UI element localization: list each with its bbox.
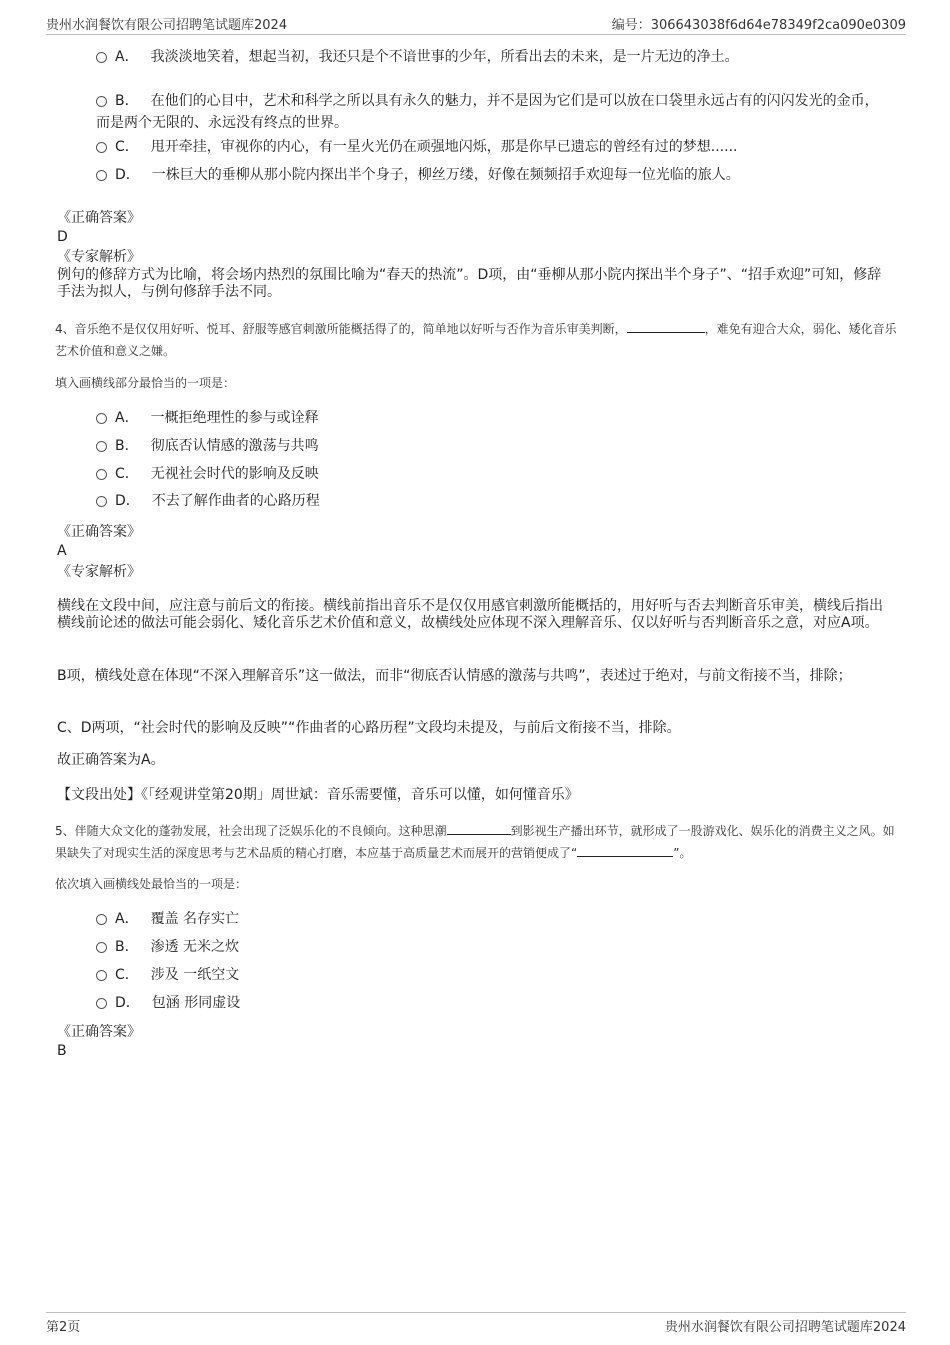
q3-option-a[interactable]: A． 我淡淡地笑着，想起当初，我还只是个不谙世事的少年，所看出去的未来，是一片无边的净土。 — [96, 46, 739, 68]
q3-analysis: 例句的修辞方式为比喻，将会场内热烈的氛围比喻为“春天的热流”。D项，由“垂柳从那小院内探出半个身子”、“招手欢迎”可知，修辞手法为拟人，与例句修辞手法不同。 — [57, 267, 882, 300]
radio-icon[interactable] — [96, 52, 107, 63]
q5-option-d[interactable]: D． 包涵 形同虚设 — [96, 992, 240, 1014]
q5-option-c[interactable]: C． 涉及 一纸空文 — [96, 964, 239, 986]
q5-answer-label: 《正确答案》 — [57, 1024, 141, 1040]
radio-icon[interactable] — [96, 496, 107, 507]
q4-analysis-paragraph: 故正确答案为A。 — [57, 752, 165, 768]
document-number: 编号：306643038f6d64e78349f2ca090e0309 — [611, 18, 906, 33]
q5-prompt: 依次填入画横线处最恰当的一项是： — [55, 877, 248, 891]
q4-answer: A — [57, 543, 67, 559]
q5-answer: B — [57, 1043, 67, 1059]
answer-blank — [577, 843, 673, 857]
radio-icon[interactable] — [96, 998, 107, 1009]
radio-icon[interactable] — [96, 914, 107, 925]
q4-analysis-paragraph: B项，横线处意在体现“不深入理解音乐”这一做法，而非“彻底否认情感的激荡与共鸣”，表述过于绝对，与前文衔接不当，排除； — [57, 668, 852, 684]
q4-option-b[interactable]: B． 彻底否认情感的激荡与共鸣 — [96, 435, 319, 457]
q5-option-a[interactable]: A． 覆盖 名存实亡 — [96, 908, 239, 930]
header-title: 贵州水润餐饮有限公司招聘笔试题库2024 — [46, 18, 288, 33]
q4-answer-label: 《正确答案》 — [57, 524, 141, 540]
q3-answer: D — [57, 229, 68, 245]
q4-analysis-paragraph: C、D两项，“社会时代的影响及反映”“作曲者的心路历程”文段均未提及，与前后文衔接不当，排除。 — [57, 720, 681, 736]
answer-blank — [447, 821, 511, 835]
q4-option-c[interactable]: C． 无视社会时代的影响及反映 — [96, 463, 319, 485]
radio-icon[interactable] — [96, 413, 107, 424]
answer-blank — [627, 319, 705, 333]
q4-stem: 4、音乐绝不是仅仅用好听、悦耳、舒服等感官刺激所能概括得了的，简单地以好听与否作为音乐审美判断， ，难免有迎合大众，弱化、矮化音乐艺术价值和意义之嫌。 — [55, 318, 901, 362]
q3-option-d[interactable]: D． 一株巨大的垂柳从那小院内探出半个身子，柳丝万缕，好像在频频招手欢迎每一位光临的旅人。 — [96, 164, 740, 186]
q4-option-a[interactable]: A． 一概拒绝理性的参与或诠释 — [96, 407, 319, 429]
page-header — [46, 14, 906, 35]
q4-analysis-paragraph: 横线在文段中间，应注意与前后文的衔接。横线前指出音乐不是仅仅用感官刺激所能概括的，用好听与否去判断音乐审美，横线后指出横线前论述的做法可能会弱化、矮化音乐艺术价值和意义，故横线处应体现不深入理解音乐、仅以好听与否判断音乐之意，对应A项。 — [57, 598, 883, 631]
radio-icon[interactable] — [96, 942, 107, 953]
radio-icon[interactable] — [96, 170, 107, 181]
q4-source: 【文段出处】《「经观讲堂第20期」周世斌：音乐需要懂，音乐可以懂，如何懂音乐》 — [57, 787, 579, 803]
q3-analysis-label: 《专家解析》 — [57, 249, 141, 265]
q4-prompt: 填入画横线部分最恰当的一项是： — [55, 376, 236, 390]
q5-stem: 5、伴随大众文化的蓬勃发展，社会出现了泛娱乐化的不良倾向。这种思潮 到影视生产播出环节，就形成了一股游戏化、娱乐化的消费主义之风。如果缺失了对现实生活的深度思考与艺术品质的精心打磨，本应基于高质量艺术而展开的营销便成了“ ”。 — [55, 820, 901, 864]
q4-analysis-label: 《专家解析》 — [57, 564, 141, 580]
q3-option-b[interactable]: B． 在他们的心目中，艺术和科学之所以具有永久的魅力，并不是因为它们是可以放在口袋里永远占有的闪闪发光的金币，而是两个无限的、永远没有终点的世界。 — [96, 93, 879, 131]
q4-option-d[interactable]: D． 不去了解作曲者的心路历程 — [96, 490, 320, 512]
radio-icon[interactable] — [96, 96, 107, 107]
q3-answer-label: 《正确答案》 — [57, 210, 141, 226]
q3-option-c[interactable]: C． 甩开牵挂，审视你的内心，有一星火光仍在顽强地闪烁，那是你早已遗忘的曾经有过的梦想...... — [96, 136, 737, 158]
radio-icon[interactable] — [96, 469, 107, 480]
page-footer — [46, 1312, 906, 1335]
radio-icon[interactable] — [96, 142, 107, 153]
radio-icon[interactable] — [96, 970, 107, 981]
footer-title: 贵州水润餐饮有限公司招聘笔试题库2024 — [664, 1320, 906, 1335]
page-number: 第2页 — [46, 1320, 81, 1335]
q5-option-b[interactable]: B． 渗透 无米之炊 — [96, 936, 239, 958]
radio-icon[interactable] — [96, 441, 107, 452]
